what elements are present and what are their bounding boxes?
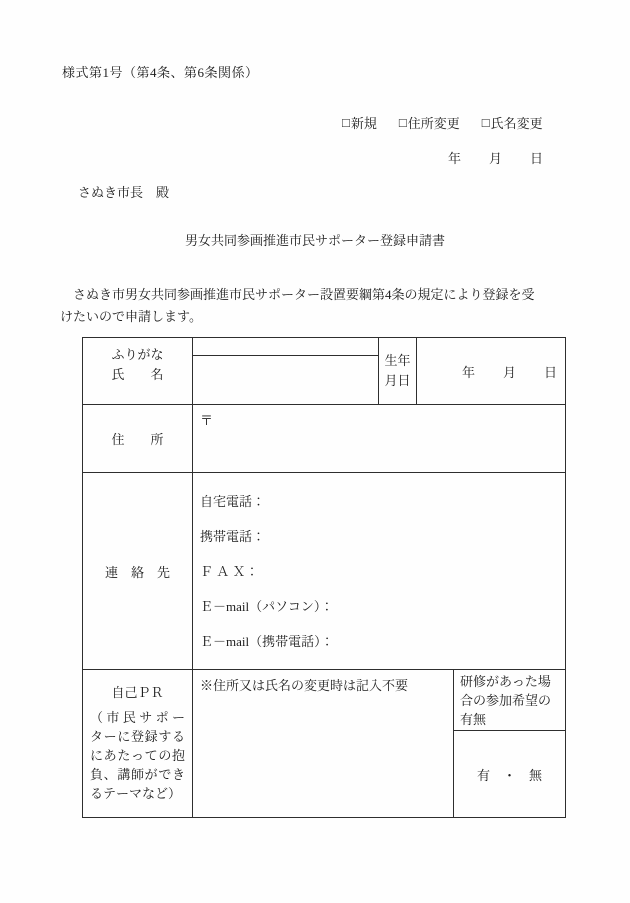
addressee: さぬき市長 殿 [78,185,170,200]
address-label: 住 所 [111,432,164,447]
birthdate-label-cell [379,338,417,405]
intro-paragraph [60,284,535,328]
date-year-label: 年 [448,151,462,166]
contact-line-home-phone: 自宅電話： [200,494,266,509]
checkbox-option-new [342,113,377,132]
self-pr-input-area [193,670,454,817]
contact-line-mobile-phone: 携帯電話： [200,529,266,544]
name-label: 氏 名 [111,367,164,382]
contact-label: 連 絡 先 [104,564,170,580]
checkbox-icon: □ [398,114,407,130]
self-pr-label-note: （市民サポーターに登録するにあたっての抱負、講師ができるテーマなど） [90,710,185,801]
address-label-cell [83,405,193,473]
checkbox-icon: □ [342,114,350,130]
birthdate-year-label: 年 [461,364,475,380]
checkbox-label: 氏名変更 [490,116,543,131]
checkbox-icon: □ [481,114,490,130]
furigana-label: ふりがな [111,347,164,362]
document-title: 男女共同参画推進市民サポーター登録申請書 [184,233,445,248]
intro-line: さぬき市男女共同参画推進市民サポーター設置要綱第4条の規定により登録を受 [60,287,535,302]
checkbox-label: 住所変更 [407,116,460,131]
furigana-input-area [193,338,379,356]
contact-label-cell [83,473,193,670]
birthdate-label-line: 月日 [384,373,411,388]
self-pr-label-cell [83,670,193,817]
application-table [82,337,566,818]
postal-mark-icon: 〒 [200,413,214,428]
birthdate-input-area [417,338,565,405]
training-participation-choice: 有 ・ 無 [476,767,542,783]
training-participation-choice-cell [454,731,565,817]
contact-line-email-pc: Ｅ－mail（パソコン）： [200,599,334,614]
contact-line-email-mobile: Ｅ－mail（携帯電話）： [200,634,334,649]
name-label-cell [83,338,193,405]
training-participation-label: 研修があった場合の参加希望の有無 [460,674,552,727]
form-number: 様式第1号（第4条、第6条関係） [62,65,259,80]
self-pr-note: ※住所又は氏名の変更時は記入不要 [200,678,409,693]
training-participation-label-cell [454,670,565,731]
application-type-options [342,113,543,132]
date-day-label: 日 [530,151,544,166]
contact-input-area [193,473,565,670]
checkbox-label: 新規 [350,116,377,131]
self-pr-label: 自己ＰＲ [111,685,164,700]
contact-line-fax: Ｆ Ａ Ｘ： [200,564,259,579]
birthdate-month-label: 月 [502,364,516,380]
checkbox-option-address-change [399,113,460,132]
date-month-label: 月 [489,151,503,166]
address-input-area [193,405,565,473]
intro-line: けたいので申請します。 [60,309,202,324]
application-date-line [448,148,543,167]
birthdate-label-line: 生年 [384,353,411,368]
checkbox-option-name-change [482,113,543,132]
birthdate-day-label: 日 [543,364,557,380]
name-input-area [193,356,379,405]
